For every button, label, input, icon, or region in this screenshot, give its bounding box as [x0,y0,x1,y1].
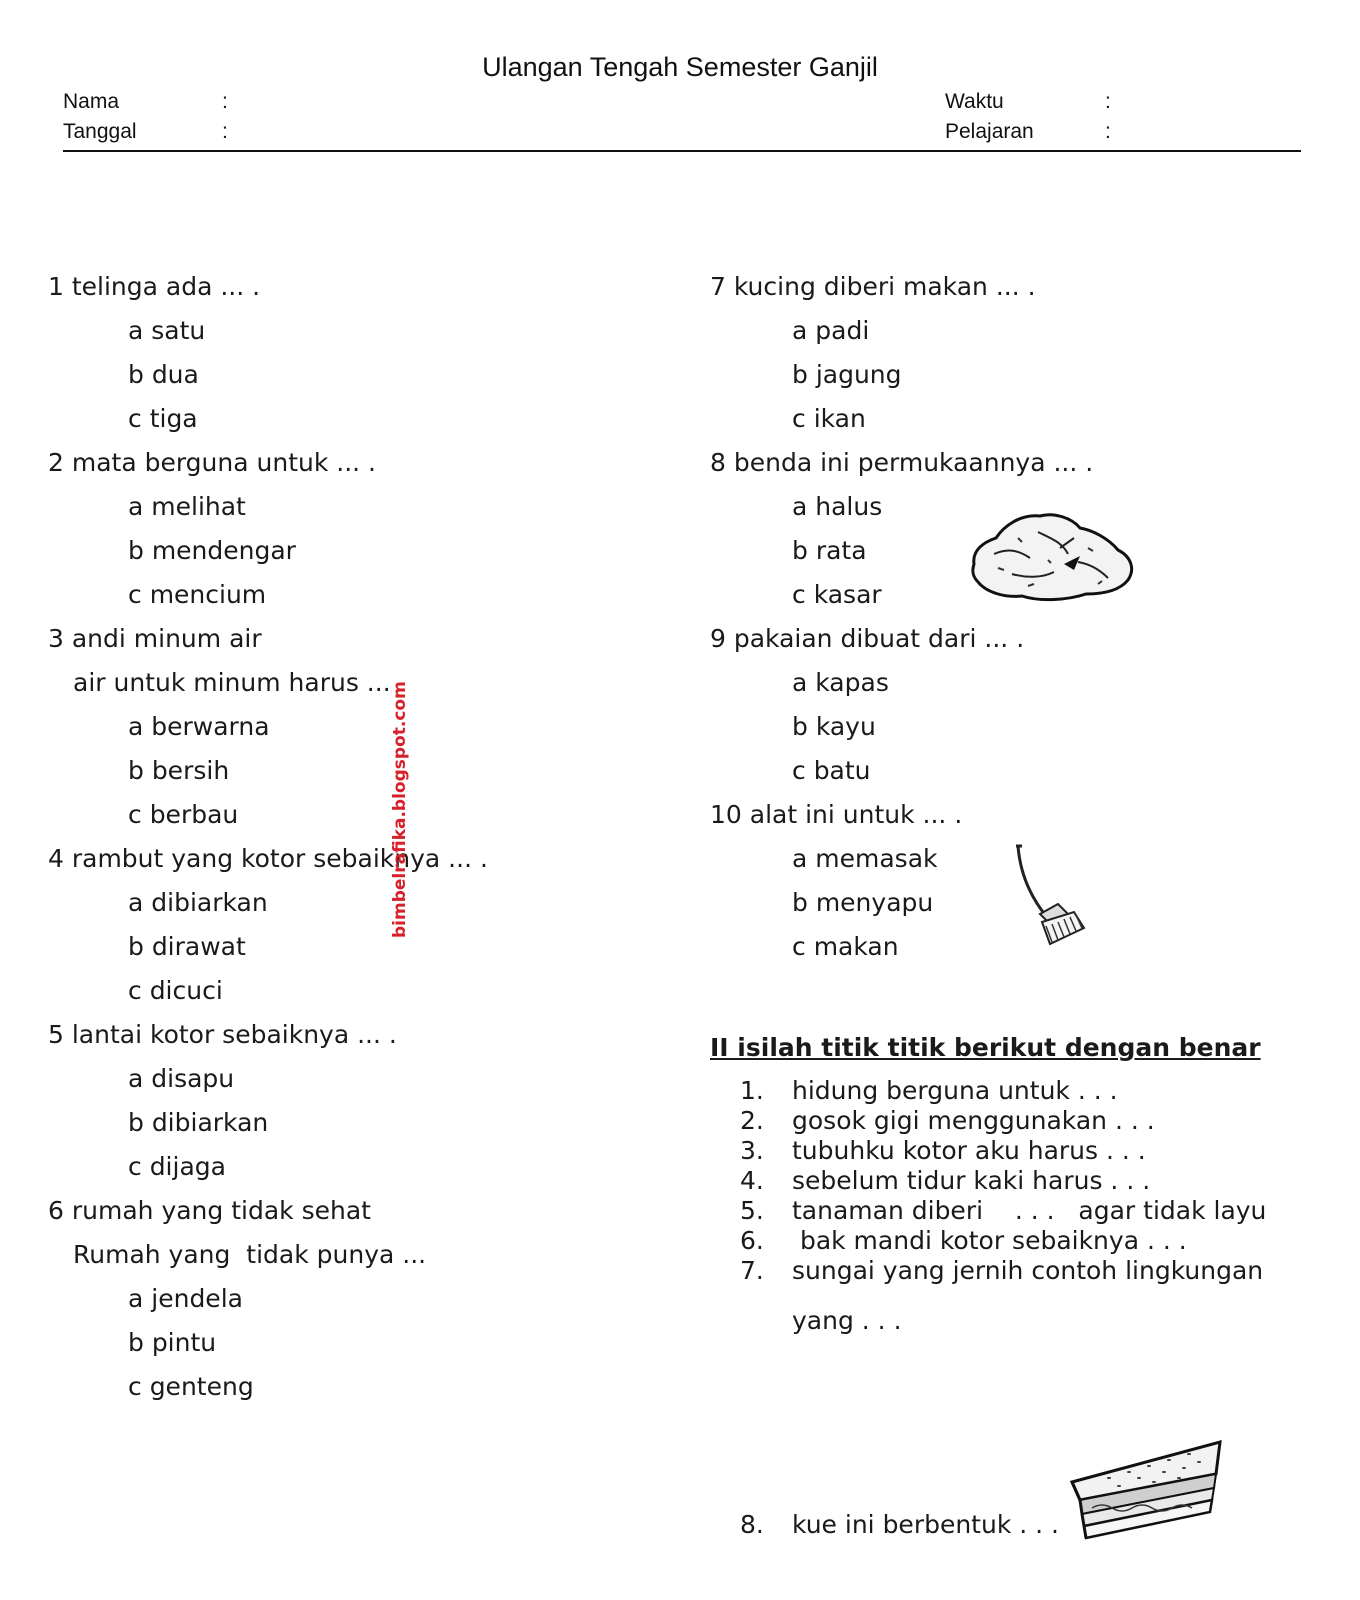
item-text: sebelum tidur kaki harus . . . [792,1166,1151,1195]
question-2: 2 mata berguna untuk ... . [48,448,377,477]
question-9: 9 pakaian dibuat dari ... . [710,624,1025,653]
option: c kasar [792,580,882,609]
option: b bersih [128,756,230,785]
option: a melihat [128,492,246,521]
tanggal-colon: : [222,120,228,143]
option: b menyapu [792,888,934,917]
item-number: 6. [740,1226,764,1255]
option: b dua [128,360,199,389]
item-number: 8. [740,1510,764,1539]
header-rule [63,150,1301,152]
question-6-sub: Rumah yang tidak punya ... [73,1240,427,1269]
option: a satu [128,316,206,345]
question-8: 8 benda ini permukaannya ... . [710,448,1094,477]
item-number: 4. [740,1166,764,1195]
item-number: 7. [740,1256,764,1285]
item-number: 3. [740,1136,764,1165]
pelajaran-label: Pelajaran [945,120,1034,143]
option: b rata [792,536,867,565]
option: c batu [792,756,871,785]
option: a padi [792,316,870,345]
rock-icon [968,508,1140,608]
question-10: 10 alat ini untuk ... . [710,800,963,829]
pelajaran-colon: : [1105,120,1111,143]
option: c ikan [792,404,866,433]
option: b dirawat [128,932,246,961]
option: c dicuci [128,976,223,1005]
item-number: 1. [740,1076,764,1105]
option: a jendela [128,1284,243,1313]
broom-icon [1012,842,1092,954]
question-3-sub: air untuk minum harus ... [73,668,391,697]
option: c tiga [128,404,198,433]
tanggal-label: Tanggal [63,120,137,143]
item-number: 5. [740,1196,764,1225]
option: c mencium [128,580,267,609]
question-4: 4 rambut yang kotor sebaiknya ... . [48,844,488,873]
option: c genteng [128,1372,254,1401]
option: b kayu [792,712,876,741]
item-text: tanaman diberi . . . agar tidak layu [792,1196,1267,1225]
item-text: tubuhku kotor aku harus . . . [792,1136,1146,1165]
option: b mendengar [128,536,296,565]
option: b pintu [128,1328,217,1357]
item-text: gosok gigi menggunakan . . . [792,1106,1155,1135]
option: c makan [792,932,899,961]
option: a halus [792,492,883,521]
waktu-label: Waktu [945,90,1004,113]
option: c dijaga [128,1152,226,1181]
waktu-colon: : [1105,90,1111,113]
option: a disapu [128,1064,235,1093]
question-1: 1 telinga ada ... . [48,272,261,301]
option: a dibiarkan [128,888,268,917]
option: b dibiarkan [128,1108,269,1137]
section-2-heading: II isilah titik titik berikut dengan benar [710,1033,1261,1062]
question-5: 5 lantai kotor sebaiknya ... . [48,1020,397,1049]
question-7: 7 kucing diberi makan ... . [710,272,1036,301]
item-text: kue ini berbentuk . . . [792,1510,1059,1539]
option: a berwarna [128,712,270,741]
item-number: 2. [740,1106,764,1135]
watermark: bimbelrafika.blogspot.com [390,681,410,938]
nama-label: Nama [63,90,120,113]
item-text: yang . . . [792,1306,902,1335]
page-title: Ulangan Tengah Semester Ganjil [482,52,878,82]
option: b jagung [792,360,902,389]
item-text: sungai yang jernih contoh lingkungan [792,1256,1264,1285]
sandwich-icon [1068,1438,1228,1542]
question-6: 6 rumah yang tidak sehat [48,1196,371,1225]
option: a memasak [792,844,938,873]
item-text: hidung berguna untuk . . . [792,1076,1118,1105]
option: c berbau [128,800,239,829]
question-3: 3 andi minum air [48,624,262,653]
nama-colon: : [222,90,228,113]
item-text: bak mandi kotor sebaiknya . . . [792,1226,1187,1255]
option: a kapas [792,668,889,697]
